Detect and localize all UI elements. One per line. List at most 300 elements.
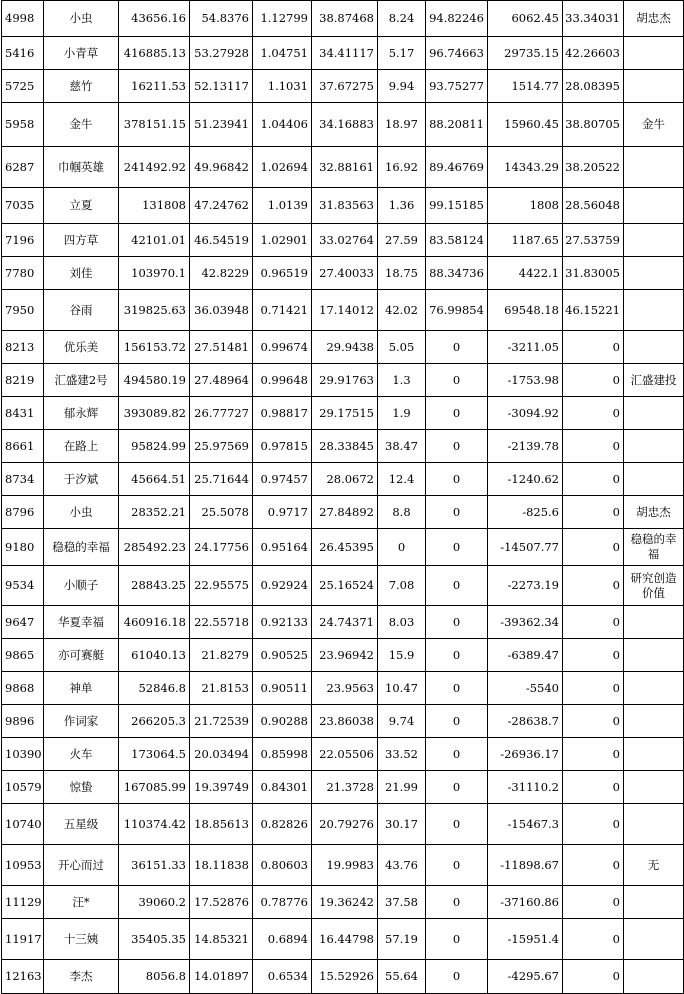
row-value-6: 93.75277 xyxy=(426,70,488,103)
row-name: 华夏幸福 xyxy=(44,606,119,639)
row-value-4: 23.9563 xyxy=(312,672,378,705)
row-value-1: 460916.18 xyxy=(119,606,190,639)
table-row xyxy=(2,845,684,886)
row-value-1: 173064.5 xyxy=(119,738,190,771)
row-value-8: 28.56048 xyxy=(563,188,624,224)
row-id: 10740 xyxy=(2,804,44,845)
row-value-2: 14.85321 xyxy=(190,919,253,960)
row-value-4: 27.84892 xyxy=(312,496,378,529)
row-value-4: 31.83563 xyxy=(312,188,378,224)
row-value-6: 76.99854 xyxy=(426,290,488,331)
row-value-2: 47.24762 xyxy=(190,188,253,224)
row-note xyxy=(624,188,684,224)
row-value-7: -37160.86 xyxy=(488,886,563,919)
row-value-1: 28843.25 xyxy=(119,566,190,606)
row-name: 亦可赛艇 xyxy=(44,639,119,672)
row-value-5: 30.17 xyxy=(378,804,426,845)
row-value-5: 16.92 xyxy=(378,147,426,188)
row-name: 立夏 xyxy=(44,188,119,224)
row-value-6: 0 xyxy=(426,845,488,886)
table-row xyxy=(2,738,684,771)
row-value-5: 8.8 xyxy=(378,496,426,529)
row-value-8: 0 xyxy=(563,919,624,960)
row-value-6: 0 xyxy=(426,529,488,566)
row-note xyxy=(624,463,684,496)
row-value-8: 46.15221 xyxy=(563,290,624,331)
row-value-6: 0 xyxy=(426,639,488,672)
row-value-4: 34.16883 xyxy=(312,103,378,147)
row-value-3: 0.98817 xyxy=(253,397,312,430)
row-value-5: 1.9 xyxy=(378,397,426,430)
row-value-2: 25.71644 xyxy=(190,463,253,496)
row-value-6: 0 xyxy=(426,705,488,738)
row-note xyxy=(624,960,684,994)
row-id: 7035 xyxy=(2,188,44,224)
row-id: 9896 xyxy=(2,705,44,738)
row-value-2: 25.5078 xyxy=(190,496,253,529)
row-value-4: 29.9438 xyxy=(312,331,378,364)
row-value-5: 27.59 xyxy=(378,224,426,257)
row-name: 五星级 xyxy=(44,804,119,845)
row-name: 优乐美 xyxy=(44,331,119,364)
row-value-1: 378151.15 xyxy=(119,103,190,147)
row-value-3: 0.90511 xyxy=(253,672,312,705)
row-note xyxy=(624,224,684,257)
row-value-6: 99.15185 xyxy=(426,188,488,224)
row-value-5: 18.97 xyxy=(378,103,426,147)
row-value-7: -28638.7 xyxy=(488,705,563,738)
row-note: 无 xyxy=(624,845,684,886)
row-value-3: 0.78776 xyxy=(253,886,312,919)
row-name: 小虫 xyxy=(44,1,119,37)
row-value-5: 38.47 xyxy=(378,430,426,463)
row-value-1: 35405.35 xyxy=(119,919,190,960)
row-value-5: 7.08 xyxy=(378,566,426,606)
row-value-5: 5.17 xyxy=(378,37,426,70)
table-row xyxy=(2,1,684,37)
row-value-2: 49.96842 xyxy=(190,147,253,188)
row-value-3: 0.96519 xyxy=(253,257,312,290)
row-note xyxy=(624,804,684,845)
row-value-7: -3211.05 xyxy=(488,331,563,364)
row-value-8: 0 xyxy=(563,672,624,705)
row-value-7: -15467.3 xyxy=(488,804,563,845)
row-value-2: 20.03494 xyxy=(190,738,253,771)
row-value-8: 0 xyxy=(563,331,624,364)
row-note xyxy=(624,639,684,672)
row-id: 9180 xyxy=(2,529,44,566)
row-value-2: 27.51481 xyxy=(190,331,253,364)
row-value-1: 393089.82 xyxy=(119,397,190,430)
row-value-4: 34.41117 xyxy=(312,37,378,70)
row-note xyxy=(624,331,684,364)
table-row xyxy=(2,919,684,960)
row-value-7: -14507.77 xyxy=(488,529,563,566)
row-value-6: 88.34736 xyxy=(426,257,488,290)
row-value-8: 0 xyxy=(563,529,624,566)
table-row xyxy=(2,529,684,566)
row-value-6: 94.82246 xyxy=(426,1,488,37)
row-value-4: 27.40033 xyxy=(312,257,378,290)
row-value-8: 0 xyxy=(563,705,624,738)
row-value-7: 14343.29 xyxy=(488,147,563,188)
row-name: 李杰 xyxy=(44,960,119,994)
table-row xyxy=(2,70,684,103)
row-name: 稳稳的幸福 xyxy=(44,529,119,566)
row-value-5: 42.02 xyxy=(378,290,426,331)
row-value-4: 21.3728 xyxy=(312,771,378,804)
row-value-8: 0 xyxy=(563,496,624,529)
row-value-8: 0 xyxy=(563,639,624,672)
row-value-4: 28.33845 xyxy=(312,430,378,463)
row-value-2: 22.55718 xyxy=(190,606,253,639)
row-value-5: 8.24 xyxy=(378,1,426,37)
row-value-5: 15.9 xyxy=(378,639,426,672)
row-value-2: 19.39749 xyxy=(190,771,253,804)
row-id: 6287 xyxy=(2,147,44,188)
row-value-7: 29735.15 xyxy=(488,37,563,70)
row-value-5: 1.3 xyxy=(378,364,426,397)
row-value-5: 21.99 xyxy=(378,771,426,804)
row-value-8: 42.26603 xyxy=(563,37,624,70)
table-row xyxy=(2,103,684,147)
row-name: 郁永辉 xyxy=(44,397,119,430)
row-value-3: 0.97815 xyxy=(253,430,312,463)
row-value-8: 38.80705 xyxy=(563,103,624,147)
table-row xyxy=(2,37,684,70)
row-value-8: 31.83005 xyxy=(563,257,624,290)
row-note xyxy=(624,290,684,331)
row-value-4: 19.9983 xyxy=(312,845,378,886)
row-value-8: 0 xyxy=(563,566,624,606)
row-value-5: 33.52 xyxy=(378,738,426,771)
row-value-1: 52846.8 xyxy=(119,672,190,705)
row-value-5: 57.19 xyxy=(378,919,426,960)
row-value-8: 0 xyxy=(563,738,624,771)
row-value-6: 0 xyxy=(426,430,488,463)
row-name: 开心而过 xyxy=(44,845,119,886)
row-value-8: 0 xyxy=(563,771,624,804)
row-id: 5416 xyxy=(2,37,44,70)
row-value-5: 37.58 xyxy=(378,886,426,919)
row-value-3: 0.71421 xyxy=(253,290,312,331)
row-value-3: 1.1031 xyxy=(253,70,312,103)
row-name: 慈竹 xyxy=(44,70,119,103)
row-value-6: 0 xyxy=(426,886,488,919)
row-value-2: 21.8153 xyxy=(190,672,253,705)
row-value-4: 29.91763 xyxy=(312,364,378,397)
row-value-8: 0 xyxy=(563,463,624,496)
row-note xyxy=(624,430,684,463)
row-value-2: 21.72539 xyxy=(190,705,253,738)
row-value-3: 0.90525 xyxy=(253,639,312,672)
row-value-3: 0.9717 xyxy=(253,496,312,529)
row-value-1: 103970.1 xyxy=(119,257,190,290)
row-value-8: 33.34031 xyxy=(563,1,624,37)
row-value-1: 156153.72 xyxy=(119,331,190,364)
ranking-table xyxy=(1,0,684,994)
row-value-7: 4422.1 xyxy=(488,257,563,290)
row-value-3: 1.0139 xyxy=(253,188,312,224)
row-value-2: 24.17756 xyxy=(190,529,253,566)
row-value-7: -1753.98 xyxy=(488,364,563,397)
row-value-2: 51.23941 xyxy=(190,103,253,147)
row-value-4: 15.52926 xyxy=(312,960,378,994)
row-value-6: 83.58124 xyxy=(426,224,488,257)
row-id: 8431 xyxy=(2,397,44,430)
row-id: 5958 xyxy=(2,103,44,147)
row-name: 神单 xyxy=(44,672,119,705)
row-value-5: 12.4 xyxy=(378,463,426,496)
row-value-6: 96.74663 xyxy=(426,37,488,70)
table-row xyxy=(2,331,684,364)
row-value-5: 5.05 xyxy=(378,331,426,364)
row-note xyxy=(624,705,684,738)
row-value-6: 0 xyxy=(426,919,488,960)
row-value-8: 0 xyxy=(563,397,624,430)
row-value-3: 0.99674 xyxy=(253,331,312,364)
row-value-1: 28352.21 xyxy=(119,496,190,529)
row-note xyxy=(624,397,684,430)
row-note: 稳稳的幸福 xyxy=(624,529,684,566)
row-value-3: 0.97457 xyxy=(253,463,312,496)
row-name: 汇盛建2号 xyxy=(44,364,119,397)
table-row xyxy=(2,257,684,290)
row-id: 7780 xyxy=(2,257,44,290)
table-row xyxy=(2,397,684,430)
row-value-3: 0.6534 xyxy=(253,960,312,994)
row-id: 11129 xyxy=(2,886,44,919)
table-row xyxy=(2,364,684,397)
row-id: 7950 xyxy=(2,290,44,331)
row-value-5: 18.75 xyxy=(378,257,426,290)
row-name: 十三姨 xyxy=(44,919,119,960)
row-value-3: 0.95164 xyxy=(253,529,312,566)
row-value-8: 0 xyxy=(563,430,624,463)
row-value-4: 25.16524 xyxy=(312,566,378,606)
row-value-4: 16.44798 xyxy=(312,919,378,960)
table-row xyxy=(2,960,684,994)
row-value-4: 33.02764 xyxy=(312,224,378,257)
row-value-2: 53.27928 xyxy=(190,37,253,70)
row-value-3: 1.02901 xyxy=(253,224,312,257)
row-value-3: 0.84301 xyxy=(253,771,312,804)
row-value-2: 26.77727 xyxy=(190,397,253,430)
row-value-1: 167085.99 xyxy=(119,771,190,804)
row-value-7: 1187.65 xyxy=(488,224,563,257)
row-value-2: 18.85613 xyxy=(190,804,253,845)
row-name: 四方草 xyxy=(44,224,119,257)
row-value-6: 0 xyxy=(426,331,488,364)
table-row xyxy=(2,705,684,738)
row-value-1: 39060.2 xyxy=(119,886,190,919)
row-value-6: 0 xyxy=(426,606,488,639)
row-note xyxy=(624,70,684,103)
row-value-3: 1.04406 xyxy=(253,103,312,147)
row-id: 8213 xyxy=(2,331,44,364)
row-id: 8219 xyxy=(2,364,44,397)
row-value-3: 0.90288 xyxy=(253,705,312,738)
row-value-2: 27.48964 xyxy=(190,364,253,397)
row-value-1: 95824.99 xyxy=(119,430,190,463)
row-name: 于汐斌 xyxy=(44,463,119,496)
table-row xyxy=(2,672,684,705)
row-value-3: 0.92924 xyxy=(253,566,312,606)
row-note xyxy=(624,257,684,290)
row-value-8: 0 xyxy=(563,845,624,886)
row-note xyxy=(624,606,684,639)
row-value-7: -5540 xyxy=(488,672,563,705)
row-value-1: 416885.13 xyxy=(119,37,190,70)
table-row xyxy=(2,771,684,804)
row-value-7: -31110.2 xyxy=(488,771,563,804)
row-value-5: 8.03 xyxy=(378,606,426,639)
row-value-4: 23.86038 xyxy=(312,705,378,738)
table-row xyxy=(2,290,684,331)
row-value-4: 28.0672 xyxy=(312,463,378,496)
row-value-3: 0.82826 xyxy=(253,804,312,845)
row-name: 火车 xyxy=(44,738,119,771)
table-row xyxy=(2,566,684,606)
row-value-7: 1808 xyxy=(488,188,563,224)
row-value-1: 45664.51 xyxy=(119,463,190,496)
row-value-8: 38.20522 xyxy=(563,147,624,188)
row-value-1: 266205.3 xyxy=(119,705,190,738)
row-id: 12163 xyxy=(2,960,44,994)
row-value-6: 0 xyxy=(426,463,488,496)
row-value-4: 37.67275 xyxy=(312,70,378,103)
row-value-7: -4295.67 xyxy=(488,960,563,994)
row-value-8: 27.53759 xyxy=(563,224,624,257)
row-value-2: 42.8229 xyxy=(190,257,253,290)
row-note xyxy=(624,147,684,188)
row-value-6: 89.46769 xyxy=(426,147,488,188)
row-note: 研究创造价值 xyxy=(624,566,684,606)
table-row xyxy=(2,430,684,463)
row-value-2: 14.01897 xyxy=(190,960,253,994)
row-note xyxy=(624,771,684,804)
row-value-7: 69548.18 xyxy=(488,290,563,331)
row-name: 在路上 xyxy=(44,430,119,463)
row-value-2: 18.11838 xyxy=(190,845,253,886)
row-note: 汇盛建投 xyxy=(624,364,684,397)
row-value-2: 17.52876 xyxy=(190,886,253,919)
row-value-6: 0 xyxy=(426,566,488,606)
row-value-7: -825.6 xyxy=(488,496,563,529)
row-value-4: 20.79276 xyxy=(312,804,378,845)
table-row xyxy=(2,188,684,224)
row-id: 8796 xyxy=(2,496,44,529)
row-value-5: 9.74 xyxy=(378,705,426,738)
row-value-1: 319825.63 xyxy=(119,290,190,331)
row-value-4: 23.96942 xyxy=(312,639,378,672)
row-value-2: 21.8279 xyxy=(190,639,253,672)
table-row xyxy=(2,804,684,845)
row-value-6: 0 xyxy=(426,804,488,845)
row-value-2: 22.95575 xyxy=(190,566,253,606)
row-value-4: 38.87468 xyxy=(312,1,378,37)
row-value-7: 15960.45 xyxy=(488,103,563,147)
row-value-7: -11898.67 xyxy=(488,845,563,886)
row-name: 汪* xyxy=(44,886,119,919)
row-value-1: 16211.53 xyxy=(119,70,190,103)
row-id: 7196 xyxy=(2,224,44,257)
row-value-1: 285492.23 xyxy=(119,529,190,566)
row-id: 11917 xyxy=(2,919,44,960)
row-id: 10390 xyxy=(2,738,44,771)
row-value-2: 46.54519 xyxy=(190,224,253,257)
row-value-4: 24.74371 xyxy=(312,606,378,639)
row-value-2: 52.13117 xyxy=(190,70,253,103)
row-value-6: 0 xyxy=(426,496,488,529)
row-value-5: 10.47 xyxy=(378,672,426,705)
row-value-1: 36151.33 xyxy=(119,845,190,886)
row-value-6: 0 xyxy=(426,397,488,430)
row-value-5: 55.64 xyxy=(378,960,426,994)
row-value-1: 61040.13 xyxy=(119,639,190,672)
row-value-8: 0 xyxy=(563,804,624,845)
row-name: 小顺子 xyxy=(44,566,119,606)
row-value-7: -39362.34 xyxy=(488,606,563,639)
row-id: 9865 xyxy=(2,639,44,672)
table-body xyxy=(2,1,684,994)
row-value-2: 36.03948 xyxy=(190,290,253,331)
row-value-2: 54.8376 xyxy=(190,1,253,37)
row-note xyxy=(624,919,684,960)
row-value-3: 0.85998 xyxy=(253,738,312,771)
table-row xyxy=(2,639,684,672)
row-value-7: -3094.92 xyxy=(488,397,563,430)
table-row xyxy=(2,224,684,257)
row-id: 8661 xyxy=(2,430,44,463)
row-id: 8734 xyxy=(2,463,44,496)
row-name: 作词家 xyxy=(44,705,119,738)
row-note xyxy=(624,886,684,919)
row-value-8: 0 xyxy=(563,886,624,919)
row-value-6: 0 xyxy=(426,364,488,397)
row-value-3: 1.12799 xyxy=(253,1,312,37)
row-value-7: -2139.78 xyxy=(488,430,563,463)
row-id: 4998 xyxy=(2,1,44,37)
row-value-1: 110374.42 xyxy=(119,804,190,845)
row-value-6: 88.20811 xyxy=(426,103,488,147)
row-value-3: 0.92133 xyxy=(253,606,312,639)
row-value-7: 1514.77 xyxy=(488,70,563,103)
row-id: 9868 xyxy=(2,672,44,705)
row-value-1: 494580.19 xyxy=(119,364,190,397)
row-note xyxy=(624,37,684,70)
table-row xyxy=(2,463,684,496)
row-value-8: 28.08395 xyxy=(563,70,624,103)
row-value-6: 0 xyxy=(426,672,488,705)
row-value-5: 0 xyxy=(378,529,426,566)
row-value-6: 0 xyxy=(426,960,488,994)
row-value-6: 0 xyxy=(426,771,488,804)
row-name: 金牛 xyxy=(44,103,119,147)
table-row xyxy=(2,886,684,919)
row-value-5: 43.76 xyxy=(378,845,426,886)
table-row xyxy=(2,606,684,639)
row-value-8: 0 xyxy=(563,606,624,639)
row-value-7: 6062.45 xyxy=(488,1,563,37)
row-value-2: 25.97569 xyxy=(190,430,253,463)
table-row xyxy=(2,147,684,188)
row-value-4: 32.88161 xyxy=(312,147,378,188)
row-name: 刘佳 xyxy=(44,257,119,290)
row-note: 金牛 xyxy=(624,103,684,147)
row-name: 小青草 xyxy=(44,37,119,70)
row-value-1: 131808 xyxy=(119,188,190,224)
